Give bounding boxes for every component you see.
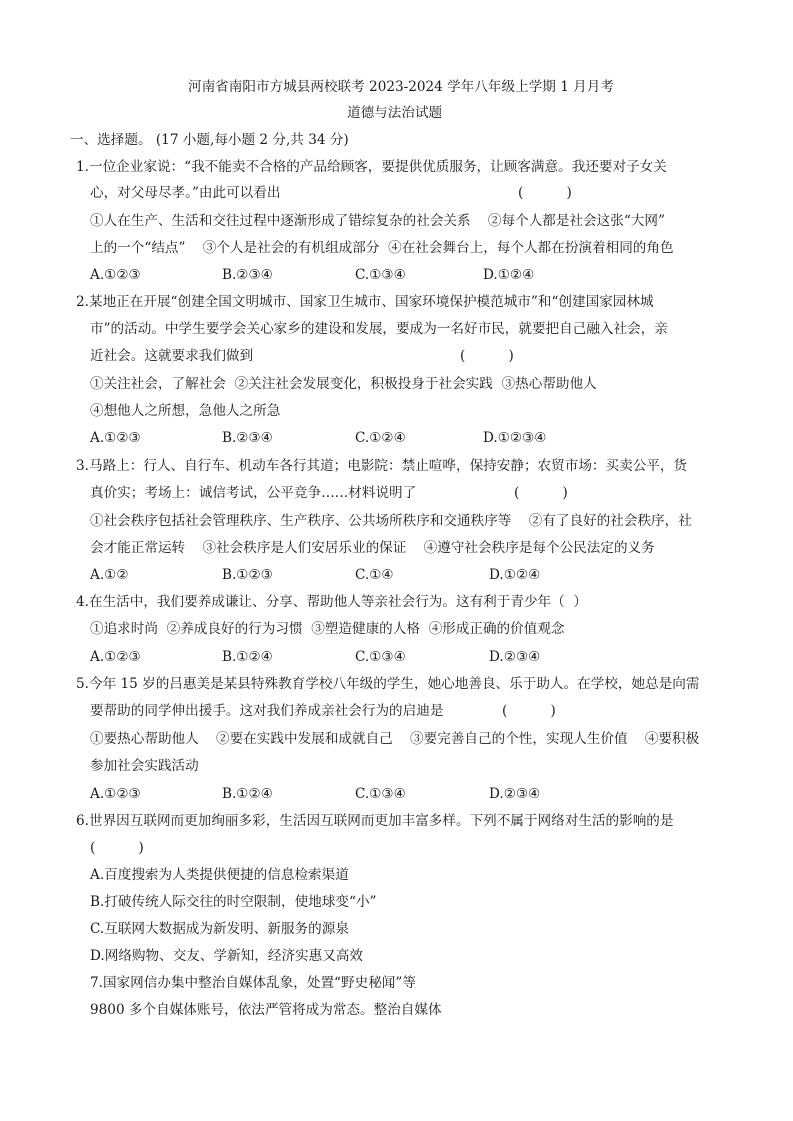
q4-option-a: A.①②③ — [90, 649, 141, 665]
section-heading: 一、选择题。 (17 小题,每小题 2 分,共 34 分) — [70, 132, 349, 148]
q4-option-c: C.①③④ — [355, 649, 406, 665]
q3-option-b: B.①②③ — [222, 567, 273, 583]
q1-option-d: D.①②④ — [483, 267, 535, 283]
q1-statement-line-1: ①人在生产、生活和交往过程中逐渐形成了错综复杂的社会关系 ②每个人都是社会这张“大网” — [90, 213, 665, 229]
q1-option-b: B.②③④ — [222, 267, 273, 283]
q2-stem-line-3: 近社会。这就要求我们做到 — [90, 348, 254, 364]
q3-stem-line-1: 3.马路上：行人、自行车、机动车各行其道；电影院：禁止喧哗，保持安静；农贸市场：买卖公平，货 — [76, 458, 688, 474]
q3-statement-line-2: 会才能正常运转 ③社会秩序是人们安居乐业的保证 ④遵守社会秩序是每个公民法定的义务 — [90, 540, 655, 556]
q4-stem-line-1: 4.在生活中，我们要养成谦让、分享、帮助他人等亲社会行为。这有利于青少年（ ） — [76, 594, 587, 610]
q4-statement-line-1: ①追求时尚 ②养成良好的行为习惯 ③塑造健康的人格 ④形成正确的价值观念 — [90, 621, 565, 637]
exam-subtitle: 道德与法治试题 — [347, 105, 443, 121]
q4-option-b: B.①②④ — [222, 649, 273, 665]
q3-option-a: A.①② — [90, 567, 129, 583]
q1-answer-bracket: ( ) — [518, 185, 572, 201]
q4-option-d: D.②③④ — [489, 649, 541, 665]
q3-answer-bracket: ( ) — [514, 485, 568, 501]
q2-option-b: B.②③④ — [222, 430, 273, 446]
q3-option-d: D.①②④ — [489, 567, 541, 583]
q2-answer-bracket: ( ) — [460, 348, 514, 364]
q3-option-c: C.①④ — [355, 567, 394, 583]
q5-option-b: B.①②④ — [222, 786, 273, 802]
q6-option-d: D.网络购物、交友、学新知，经济实惠又高效 — [90, 948, 364, 964]
q2-stem-line-1: 2.某地正在开展“创建全国文明城市、国家卫生城市、国家环境保护模范城市”和“创建国家园林城 — [76, 294, 654, 310]
q5-stem-line-1: 5.今年 15 岁的吕惠美是某县特殊教育学校八年级的学生，她心地善良、乐于助人。在学校，她总是向需 — [76, 676, 700, 692]
q1-statement-line-2: 上的一个“结点” ③个人是社会的有机组成部分 ④在社会舞台上，每个人都在扮演着相同的角色 — [90, 240, 674, 256]
q5-option-a: A.①②③ — [90, 786, 141, 802]
q6-stem-line-1: 6.世界因互联网而更加绚丽多彩，生活因互联网而更加丰富多样。下列不属于网络对生活的影响的是 — [76, 813, 674, 829]
q5-statement-line-2: 参加社会实践活动 — [90, 758, 199, 774]
q2-option-a: A.①②③ — [90, 430, 141, 446]
q5-stem-line-2: 要帮助的同学伸出援手。这对我们养成亲社会行为的启迪是 — [90, 703, 444, 719]
q2-statement-line-1: ①关注社会，了解社会 ②关注社会发展变化，积极投身于社会实践 ③热心帮助他人 — [90, 376, 597, 392]
q6-option-a: A.百度搜索为人类提供便捷的信息检索渠道 — [90, 867, 349, 883]
q7-stem-line-2: 9800 多个自媒体账号，依法严管将成为常态。整治自媒体 — [90, 1002, 442, 1018]
q6-answer-bracket: ( ) — [90, 840, 144, 856]
q7-stem-line-1: 7.国家网信办集中整治自媒体乱象，处置“野史秘闻”等 — [90, 975, 416, 991]
q1-stem-line-1: 1.一位企业家说：“我不能卖不合格的产品给顾客，要提供优质服务，让顾客满意。我还要对子女关 — [76, 159, 667, 175]
q3-stem-line-2: 真价实；考场上：诚信考试，公平竞争……材料说明了 — [90, 485, 417, 501]
q1-stem-line-2: 心，对父母尽孝。”由此可以看出 — [90, 185, 281, 201]
q5-answer-bracket: ( ) — [502, 703, 556, 719]
exam-title: 河南省南阳市方城县两校联考 2023-2024 学年八年级上学期 1 月月考 — [188, 79, 614, 95]
q6-option-c: C.互联网大数据成为新发明、新服务的源泉 — [90, 921, 349, 937]
q1-option-a: A.①②③ — [90, 267, 141, 283]
q2-statement-line-2: ④想他人之所想，急他人之所急 — [90, 403, 281, 419]
q5-option-c: C.①③④ — [355, 786, 406, 802]
q2-option-d: D.①②③④ — [483, 430, 547, 446]
q2-stem-line-2: 市”的活动。中学生要学会关心家乡的建设和发展，要成为一名好市民，就要把自己融入社会，亲 — [90, 321, 668, 337]
q5-option-d: D.②③④ — [489, 786, 541, 802]
q6-option-b: B.打破传统人际交往的时空限制，使地球变“小” — [90, 894, 377, 910]
q1-option-c: C.①③④ — [355, 267, 406, 283]
q3-statement-line-1: ①社会秩序包括社会管理秩序、生产秩序、公共场所秩序和交通秩序等 ②有了良好的社会秩序，社 — [90, 513, 692, 529]
q5-statement-line-1: ①要热心帮助他人 ②要在实践中发展和成就自己 ③要完善自己的个性，实现人生价值 ④要积极 — [90, 731, 700, 747]
q2-option-c: C.①②④ — [355, 430, 406, 446]
